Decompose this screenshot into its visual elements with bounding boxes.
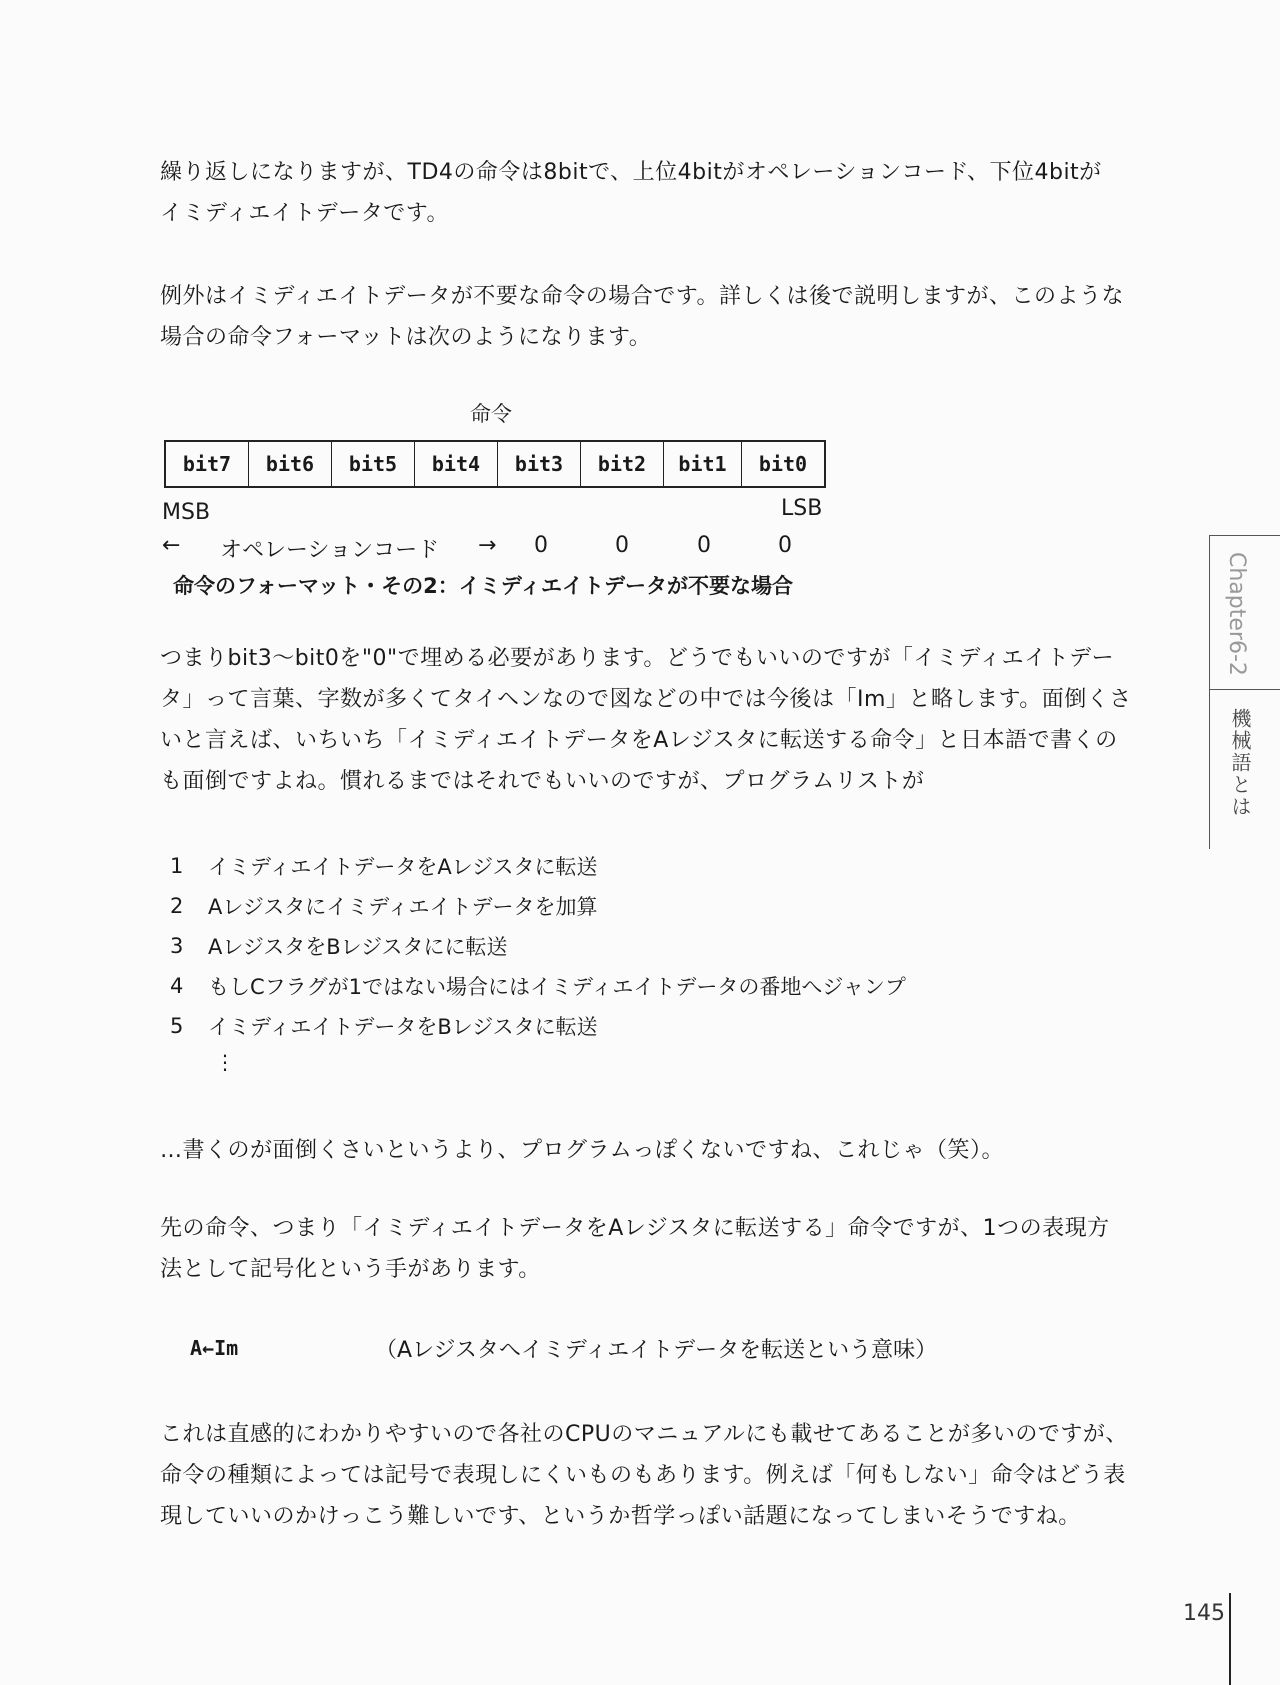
bit-cell: bit2 [581, 441, 664, 487]
zero-bit-value: 0 [697, 533, 711, 558]
instruction-bit-table [164, 440, 826, 488]
paragraph-manuals [160, 1414, 1128, 1537]
zero-bit-value: 0 [534, 533, 548, 558]
text-line: …書くのが面倒くさいというより、プログラムっぽくないですね、これじゃ（笑）。 [160, 1138, 1005, 1163]
sidebar-section-title: 機械語とは [1228, 708, 1252, 818]
sidebar-chapter-label: Chapter6-2 [1224, 552, 1249, 676]
bit-cell: bit7 [165, 441, 249, 487]
formula-description: （Aレジスタへイミディエイトデータを転送という意味） [375, 1338, 938, 1363]
arrow-right-icon: → [478, 533, 497, 558]
list-text: もしCフラグが1ではない場合にはイミディエイトデータの番地へジャンプ [208, 975, 906, 999]
text-line: タ」って言葉、字数が多くてタイヘンなので図などの中では今後は「Im」と略します。面倒くさ [160, 687, 1132, 712]
paragraph-exception [160, 276, 1124, 358]
list-number: 4 [170, 974, 184, 998]
list-text: AレジスタをBレジスタにに転送 [208, 935, 508, 959]
bit-cell: bit3 [498, 441, 581, 487]
list-text: イミディエイトデータをBレジスタに転送 [208, 1015, 598, 1039]
list-number: 5 [170, 1014, 184, 1038]
text-line: 場合の命令フォーマットは次のようになります。 [160, 325, 652, 350]
table-row [165, 441, 825, 487]
opcode-label: オペレーションコード [220, 538, 440, 563]
list-text: Aレジスタにイミディエイトデータを加算 [208, 895, 598, 919]
list-item [170, 966, 906, 1006]
list-text: イミディエイトデータをAレジスタに転送 [208, 855, 598, 879]
text-line: も面倒ですよね。慣れるまではそれでもいいのですが、プログラムリストが [160, 769, 925, 794]
paragraph-fill-zero [160, 638, 1132, 802]
list-item [170, 1006, 906, 1046]
paragraph-symbolic [160, 1208, 1120, 1290]
figure-title: 命令 [470, 402, 512, 426]
sidebar-rule [1209, 535, 1210, 690]
bit-cell: bit0 [742, 441, 826, 487]
text-line: 命令の種類によっては記号で表現しにくいものもあります。例えば「何もしない」命令はどう表 [160, 1463, 1126, 1488]
page-number: 145 [1183, 1601, 1225, 1626]
bit-cell: bit4 [415, 441, 498, 487]
msb-label: MSB [162, 500, 211, 525]
list-continuation: ⋮ [215, 1050, 235, 1074]
sidebar-rule [1209, 689, 1280, 690]
sidebar-rule [1209, 535, 1280, 536]
zero-bit-value: 0 [778, 533, 792, 558]
text-line: 先の命令、つまり「イミディエイトデータをAレジスタに転送する」命令ですが、1つの表現方 [160, 1216, 1110, 1241]
paragraph-not-program-like [160, 1130, 1120, 1171]
bit-cell: bit6 [249, 441, 332, 487]
figure-caption: 命令のフォーマット・その2：イミディエイトデータが不要な場合 [173, 574, 794, 598]
text-line: 例外はイミディエイトデータが不要な命令の場合です。詳しくは後で説明しますが、このような [160, 284, 1124, 309]
lsb-label: LSB [781, 496, 823, 521]
list-item [170, 926, 906, 966]
list-number: 2 [170, 894, 184, 918]
text-line: 繰り返しになりますが、TD4の命令は8bitで、上位4bitがオペレーションコード、下位4bitが [160, 160, 1102, 185]
symbolic-formula: A←Im [190, 1336, 239, 1360]
program-list [170, 846, 906, 1046]
text-line: 現していいのかけっこう難しいです、というか哲学っぽい話題になってしまいそうですね。 [160, 1504, 1081, 1529]
bit-cell: bit5 [332, 441, 415, 487]
list-number: 3 [170, 934, 184, 958]
text-line: いと言えば、いちいち「イミディエイトデータをAレジスタに転送する命令」と日本語で書くの [160, 728, 1118, 753]
bit-cell: bit1 [664, 441, 742, 487]
page-number-rule [1229, 1593, 1231, 1685]
sidebar-rule [1209, 689, 1210, 849]
text-line: つまりbit3～bit0を"0"で埋める必要があります。どうでもいいのですが「イミディエイトデー [160, 646, 1115, 671]
text-line: イミディエイトデータです。 [160, 201, 449, 226]
list-number: 1 [170, 854, 184, 878]
text-line: 法として記号化という手があります。 [160, 1257, 541, 1282]
arrow-left-icon: ← [162, 533, 181, 558]
list-item [170, 846, 906, 886]
list-item [170, 886, 906, 926]
paragraph-intro [160, 152, 1120, 234]
text-line: これは直感的にわかりやすいので各社のCPUのマニュアルにも載せてあることが多いのですが、 [160, 1422, 1128, 1447]
zero-bit-value: 0 [615, 533, 629, 558]
